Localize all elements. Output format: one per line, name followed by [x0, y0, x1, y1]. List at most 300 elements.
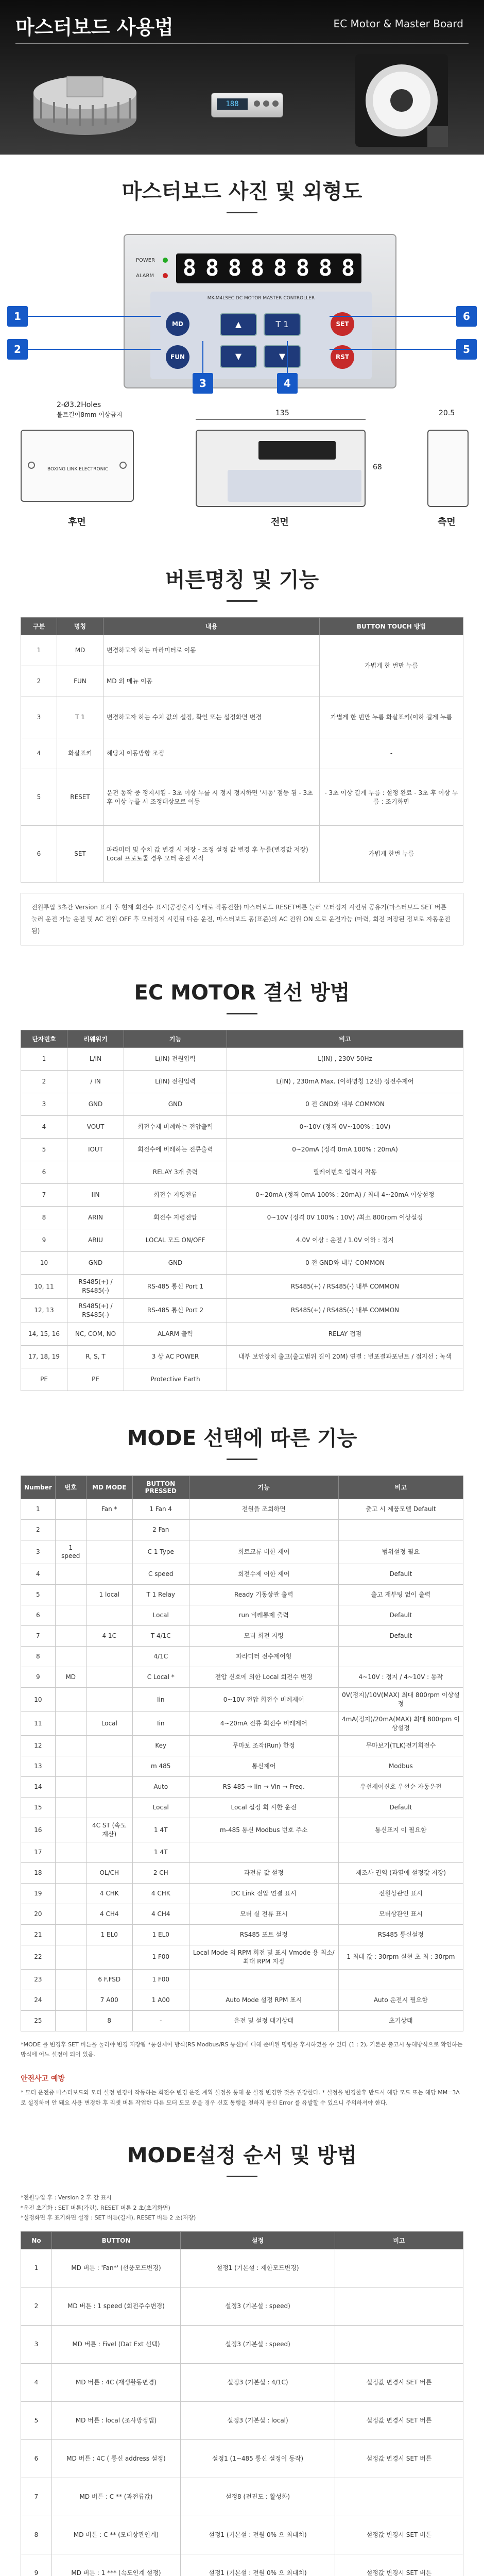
cell: 회전수 지령전압: [124, 1207, 227, 1229]
rear-brand: BOXING LINK ELECTRONIC: [47, 467, 109, 472]
rear-drawing: [21, 430, 134, 502]
column-header: 명칭: [57, 618, 103, 635]
cell: 변경하고자 하는 수치 값의 설정, 확인 또는 설정화면 변경: [103, 697, 320, 738]
cell: 1: [21, 1499, 56, 1519]
table-row: [21, 2010, 463, 2031]
table-row: [21, 1969, 463, 1990]
wiring-table-body: [21, 1048, 463, 1391]
cell: 파라미터 전수제어형: [189, 1647, 338, 1667]
cell: DC Link 전압 연결 표시: [189, 1883, 338, 1904]
table-row: [21, 1499, 463, 1519]
table-row: [21, 2249, 463, 2287]
cell: Protective Earth: [124, 1368, 227, 1391]
cell: [55, 1842, 86, 1862]
remote-button: [272, 100, 279, 107]
cell: 7: [21, 2478, 52, 2516]
table-row: [21, 826, 463, 883]
column-header: 기능: [124, 1030, 227, 1048]
cell: 5: [21, 1585, 56, 1605]
cell: 4~10V : 정지 / 4~10V : 동작: [338, 1667, 463, 1688]
cell: Iin: [132, 1711, 189, 1736]
column-header: 리웨워기: [67, 1030, 124, 1048]
table-row: [21, 1711, 463, 1736]
cell: 4C ST (속도 계산): [86, 1818, 132, 1842]
display-digit: 8: [228, 255, 242, 281]
bullet-item: *설정화면 후 표기화면 설정 : SET 버튼(길게), RESET 버튼 2 초(저장): [21, 2214, 196, 2222]
cell: 4 CH4: [132, 1904, 189, 1924]
section-title-wiring: EC MOTOR 결선 방법: [134, 981, 350, 1005]
column-header: BUTTON TOUCH 방법: [320, 618, 463, 635]
cell: [338, 1519, 463, 1540]
cell: RS485(+) / RS485(-) 내부 COMMON: [227, 1298, 463, 1323]
table-row: [21, 1161, 463, 1184]
cell: 2: [21, 2287, 52, 2326]
page-subtitle: EC Motor & Master Board: [333, 18, 463, 30]
side-drawing: [427, 430, 469, 507]
cell: LOCAL 모드 ON/OFF: [124, 1229, 227, 1252]
cell: 17: [21, 1842, 56, 1862]
cell: 2: [21, 1071, 67, 1093]
table-row: [21, 1605, 463, 1626]
cell: 3 상 AC POWER: [124, 1345, 227, 1368]
callout-4: 4: [277, 373, 298, 394]
table-row: [21, 2478, 463, 2516]
table-row: [21, 769, 463, 826]
cell: 10: [21, 1252, 67, 1275]
callout-6: 6: [456, 306, 477, 327]
cell: 8: [21, 1207, 67, 1229]
page-title: 마스터보드 사용법: [15, 16, 174, 39]
cell: MD: [55, 1667, 86, 1688]
table-row: [21, 2516, 463, 2554]
cell: 회로교류 비한 제어: [189, 1540, 338, 1564]
table-row: [21, 1345, 463, 1368]
callout-2: 2: [7, 339, 28, 360]
cell: / IN: [67, 1071, 124, 1093]
cell: -: [132, 2010, 189, 2031]
cell: Local: [132, 1605, 189, 1626]
cell: IIN: [67, 1184, 124, 1207]
table-row: [21, 1883, 463, 1904]
cell: 운전 동작 중 정지시킴 - 3초 이상 누를 시 정지 정지하면 '시동' 점등 됨 - 3초 후 이상 누를 시 조정대상모로 이동: [103, 769, 320, 826]
power-label: POWER: [136, 258, 155, 263]
cell: FUN: [57, 666, 103, 697]
cell: 6: [21, 1605, 56, 1626]
column-header: MD MODE: [86, 1476, 132, 1499]
cell: 운전 및 설정 대기상태: [189, 2010, 338, 2031]
cell: MD 버튼 : local (조사방정법): [52, 2402, 181, 2440]
table-row: [21, 1368, 463, 1391]
cell: [55, 1798, 86, 1818]
cell: 1 4T: [132, 1818, 189, 1842]
cell: Iin: [132, 1688, 189, 1712]
table-row: [21, 697, 463, 738]
cell: 회전수에 비례하는 전류출력: [124, 1139, 227, 1161]
cell: 무마보 조작(Run) 한정: [189, 1736, 338, 1756]
cell: [55, 1605, 86, 1626]
column-header: Number: [21, 1476, 56, 1499]
cell: 화살표키: [57, 738, 103, 769]
cell: 가볍게 한 번만 누름 화살표키(이하 길게 누름: [320, 697, 463, 738]
table-row: [21, 1540, 463, 1564]
cell: 4/1C: [132, 1647, 189, 1667]
cell: MD 버튼 : 4C ( 통신 address 설정): [52, 2440, 181, 2478]
depth-dimension: 20.5: [439, 409, 455, 417]
cell: RS-485 통신 Port 2: [124, 1298, 227, 1323]
cell: 설정3 (기본설 : speed): [181, 2287, 335, 2326]
cell: 3: [21, 2326, 52, 2364]
cell: 설정값 변경시 SET 버튼: [335, 2440, 463, 2478]
cell: 1 F00: [132, 1945, 189, 1969]
modes-footnotes: *MODE 를 변경후 SET 버튼을 눌러야 변경 저장됨 *통신제어 방식(RS Modbus/RS 통신)에 대해 준비된 명령을 후시하였을 수 있다 (1 : 2), 기본은 출고시 통해방식으로 확인하는 방식에 어느 설정이 되어 있음.: [21, 2041, 463, 2058]
cell: 3: [21, 1540, 56, 1564]
display-digit: 8: [182, 255, 197, 281]
cell: 출고 재부팅 없이 출력: [338, 1585, 463, 1605]
cell: GND: [124, 1252, 227, 1275]
cell: 무마보기(TLK)전기회전수: [338, 1736, 463, 1756]
cell: [55, 1883, 86, 1904]
cell: Modbus: [338, 1756, 463, 1777]
cell: 우선제어신호 우선순 자동운전: [338, 1777, 463, 1798]
cell: [55, 1756, 86, 1777]
cell: [86, 1798, 132, 1818]
display-digit: 8: [250, 255, 265, 281]
remote-screen: 188: [217, 98, 248, 110]
cell: [55, 1647, 86, 1667]
column-header: BUTTON: [52, 2232, 181, 2249]
set-button[interactable]: SET: [331, 312, 354, 336]
cell: 회전수제 비례하는 전압출력: [124, 1116, 227, 1139]
column-header: No: [21, 2232, 52, 2249]
table-row: [21, 1756, 463, 1777]
cell: [55, 1990, 86, 2010]
cell: 20: [21, 1904, 56, 1924]
cell: [55, 1862, 86, 1883]
setting-table: [21, 2231, 463, 2576]
cell: L/IN: [67, 1048, 124, 1071]
bullet-item: *전원투입 후 : Version 2 후 간 표시: [21, 2194, 112, 2201]
table-row: [21, 2326, 463, 2364]
cell: [55, 1499, 86, 1519]
cell: 1: [21, 2249, 52, 2287]
cell: Fan *: [86, 1499, 132, 1519]
cell: RS485 통신설정: [338, 1924, 463, 1945]
cell: 설정3 (기본설 : 4/1C): [181, 2364, 335, 2402]
cell: 1 A00: [132, 1990, 189, 2010]
cell: L(IN) 전원입력: [124, 1048, 227, 1071]
t1-button[interactable]: T 1: [264, 313, 301, 336]
cell: 4 CHK: [132, 1883, 189, 1904]
table-row: [21, 1298, 463, 1323]
table-row: [21, 1736, 463, 1756]
section-title-setting: MODE설정 순서 및 방법: [127, 2143, 357, 2167]
remote-controller-image: [211, 93, 283, 117]
buttons-table: [21, 617, 463, 883]
cell: 17, 18, 19: [21, 1345, 67, 1368]
table-row: [21, 1626, 463, 1647]
cell: 5: [21, 769, 57, 826]
cell: MD 버튼 : 4C (재생활동변경): [52, 2364, 181, 2402]
cell: [335, 2249, 463, 2287]
power-led: [163, 258, 168, 263]
cell: [86, 1756, 132, 1777]
column-header: 비고: [338, 1476, 463, 1499]
cell: MD 외 메뉴 이동: [103, 666, 320, 697]
table-row: [21, 1798, 463, 1818]
cell: 10, 11: [21, 1275, 67, 1299]
cell: Default: [338, 1626, 463, 1647]
cell: RS485(+) / RS485(-) 내부 COMMON: [227, 1275, 463, 1299]
cell: run 비례통제 출력: [189, 1605, 338, 1626]
keypad: [150, 292, 372, 379]
cell: RS-485 → Iin → Vin → Freq.: [189, 1777, 338, 1798]
cell: [55, 1777, 86, 1798]
cell: 4 CH4: [86, 1904, 132, 1924]
cell: 6: [21, 826, 57, 883]
cell: 5: [21, 2402, 52, 2440]
cell: MD 버튼 : C ** (과전류값): [52, 2478, 181, 2516]
cell: 14, 15, 16: [21, 1323, 67, 1345]
cell: Local: [86, 1711, 132, 1736]
cell: ARIU: [67, 1229, 124, 1252]
cell: RESET: [57, 769, 103, 826]
cell: 2: [21, 1519, 56, 1540]
cell: IOUT: [67, 1139, 124, 1161]
md-button[interactable]: MD: [166, 312, 189, 336]
cell: [55, 1585, 86, 1605]
callout-line: [287, 341, 288, 373]
table-row: [21, 1818, 463, 1842]
cell: [86, 1564, 132, 1585]
cell: Default: [338, 1564, 463, 1585]
setting-bullets: [21, 2193, 463, 2223]
model-text: MK-M4LSEC DC MOTOR MASTER CONTROLLER: [207, 296, 315, 301]
cell: Local Mode 의 RPM 회전 및 표시 Vmode 용 최소/최대 RPM 지정: [189, 1945, 338, 1969]
callout-line: [28, 349, 161, 350]
cell: 16: [21, 1818, 56, 1842]
cell: VOUT: [67, 1116, 124, 1139]
cell: 4: [21, 1564, 56, 1585]
cell: [67, 1161, 124, 1184]
fun-button[interactable]: FUN: [166, 345, 189, 369]
cell: 4: [21, 1116, 67, 1139]
cell: T 4/1C: [132, 1626, 189, 1647]
section-title-photo: 마스터보드 사진 및 외형도: [122, 180, 362, 204]
cell: 2: [21, 666, 57, 697]
cell: 1 speed: [55, 1540, 86, 1564]
cell: [55, 1924, 86, 1945]
cell: RS485(+) / RS485(-): [67, 1298, 124, 1323]
cell: MD 버튼 : 1 speed (회전주수변경): [52, 2287, 181, 2326]
cell: MD 버튼 : 1 *** (속도인계 설정): [52, 2554, 181, 2576]
callout-3: 3: [193, 373, 213, 394]
cell: Ready 기동상관 출력: [189, 1585, 338, 1605]
display-digit: 8: [273, 255, 287, 281]
cell: [55, 1519, 86, 1540]
cell: 0~10V (정격 0V~100% : 10V): [227, 1116, 463, 1139]
cell: 12: [21, 1736, 56, 1756]
hole-note: 2-Ø3.2Holes: [57, 401, 101, 409]
cell: 변경하고자 하는 파라미터로 이동: [103, 635, 320, 666]
cell: [86, 1736, 132, 1756]
cell: 1 Fan 4: [132, 1499, 189, 1519]
cell: [86, 1777, 132, 1798]
cell: Local: [132, 1798, 189, 1818]
cell: 7: [21, 1626, 56, 1647]
column-header: 단자번호: [21, 1030, 67, 1048]
table-row: [21, 2554, 463, 2576]
cell: 과전류 값 설정: [189, 1862, 338, 1883]
cell: 7: [21, 1184, 67, 1207]
cell: 6: [21, 2440, 52, 2478]
ec-motor-image: [31, 62, 139, 139]
cell: T 1: [57, 697, 103, 738]
caption-side: 측면: [438, 517, 456, 528]
cell: 1: [21, 635, 57, 666]
remote-button: [254, 100, 260, 107]
cell: 설정3 (기본설 : speed): [181, 2326, 335, 2364]
cell: Key: [132, 1736, 189, 1756]
cell: [338, 1647, 463, 1667]
cell: 해당치 이동방향 조정: [103, 738, 320, 769]
cell: 설정1 (기본설 : 전원 0% 으 최대치): [181, 2516, 335, 2554]
dimension-line: [196, 419, 366, 420]
table-header-row: [21, 1476, 463, 1499]
cell: 0~20mA (정격 0mA 100% : 20mA): [227, 1139, 463, 1161]
cell: 4~20mA 전류 회전수 비례제어: [189, 1711, 338, 1736]
down-button[interactable]: ▼: [220, 345, 257, 368]
table-row: [21, 1048, 463, 1071]
cell: 11: [21, 1711, 56, 1736]
cell: 1 EL0: [132, 1924, 189, 1945]
cell: 1 최대 값 : 30rpm 실현 초 최 : 30rpm: [338, 1945, 463, 1969]
cell: 22: [21, 1945, 56, 1969]
cell: 25: [21, 2010, 56, 2031]
cell: 전원을 조회하면: [189, 1499, 338, 1519]
column-header: 비고: [335, 2232, 463, 2249]
cell: R, S, T: [67, 1345, 124, 1368]
cell: [335, 2326, 463, 2364]
alarm-label: ALARM: [136, 273, 154, 279]
cell: 회전수 지령전류: [124, 1184, 227, 1207]
cell: L(IN) 전원입력: [124, 1071, 227, 1093]
callout-line: [330, 349, 456, 350]
cell: 설정1 (1~485 통신 설정이 동작): [181, 2440, 335, 2478]
callout-line: [28, 316, 161, 317]
cell: 파라미터 및 수치 값 변경 시 저장 - 조정 설정 값 변경 후 누름(변경값 저장) Local 프로토콜 경우 모터 운전 시작: [103, 826, 320, 883]
callout-5: 5: [456, 339, 477, 360]
cell: 4 CHK: [86, 1883, 132, 1904]
cell: Auto Mode 설정 RPM 표시: [189, 1990, 338, 2010]
table-header-row: [21, 618, 463, 635]
cell: GND: [67, 1093, 124, 1116]
display-digit: 8: [318, 255, 333, 281]
reset-button[interactable]: RST: [331, 345, 354, 369]
cell: Default: [338, 1798, 463, 1818]
cell: 릴레이번호 입력시 작동: [227, 1161, 463, 1184]
dimension-drawings: [0, 399, 484, 543]
section-title-modes: MODE 선택에 따른 기능: [127, 1426, 357, 1450]
table-row: [21, 2287, 463, 2326]
table-row: [21, 1139, 463, 1161]
cell: PE: [21, 1368, 67, 1391]
master-board: [124, 234, 396, 388]
cell: 9: [21, 1229, 67, 1252]
cell: 설정8 (전진도 : 활성화): [181, 2478, 335, 2516]
cell: 8: [21, 1647, 56, 1667]
table-header-row: [21, 1030, 463, 1048]
table-header-row: [21, 2232, 463, 2249]
table-row: [21, 1275, 463, 1299]
cell: 모터상관인 표시: [338, 1904, 463, 1924]
cell: 4.0V 이상 : 운전 / 1.0V 이하 : 정지: [227, 1229, 463, 1252]
section-title-buttons: 버튼명칭 및 기능: [165, 568, 319, 592]
cell: 9: [21, 1667, 56, 1688]
cell: 0 전 GND와 내부 COMMON: [227, 1252, 463, 1275]
cell: 모터 실 전류 표시: [189, 1904, 338, 1924]
cell: RELAY 접점: [227, 1323, 463, 1345]
cell: 회전수제 어한 제어: [189, 1564, 338, 1585]
display-digit: 8: [341, 255, 355, 281]
cell: 2 Fan: [132, 1519, 189, 1540]
cell: Auto 운전시 필요함: [338, 1990, 463, 2010]
cell: 4: [21, 2364, 52, 2402]
column-header: BUTTON PRESSED: [132, 1476, 189, 1499]
column-header: 비고: [227, 1030, 463, 1048]
cell: 12, 13: [21, 1298, 67, 1323]
table-row: [21, 1842, 463, 1862]
divider: [227, 2176, 257, 2177]
table-row: [21, 1323, 463, 1345]
seven-segment-display: [176, 253, 361, 283]
cell: [86, 1519, 132, 1540]
cell: 전원상관인 표시: [338, 1883, 463, 1904]
column-header: 구분: [21, 618, 57, 635]
cell: L(IN) , 230mA Max. (이하명칭 12선) 정전수제어: [227, 1071, 463, 1093]
cell: GND: [67, 1252, 124, 1275]
cell: 8: [86, 2010, 132, 2031]
cell: MD: [57, 635, 103, 666]
divider: [15, 43, 469, 44]
table-row: [21, 738, 463, 769]
table-row: [21, 1519, 463, 1540]
table-row: [21, 1647, 463, 1667]
cell: 초기상태: [338, 2010, 463, 2031]
cell: 18: [21, 1862, 56, 1883]
down-button-2[interactable]: ▼: [264, 345, 301, 368]
hole-note-2: 볼트길이8mm 이상금지: [57, 411, 123, 418]
cell: RS-485 통신 Port 1: [124, 1275, 227, 1299]
cell: RS485 포트 설정: [189, 1924, 338, 1945]
up-button[interactable]: ▲: [220, 313, 257, 336]
bullet-item: *운전 초기화 : SET 버튼(가린), RESET 버튼 2 초(초기화면): [21, 2204, 170, 2211]
divider: [227, 1459, 257, 1460]
cell: 5: [21, 1139, 67, 1161]
cell: 8: [21, 2516, 52, 2554]
cell: m 485: [132, 1756, 189, 1777]
cell: [55, 1945, 86, 1969]
remote-button: [263, 100, 269, 107]
cell: 설정값 변경시 SET 버튼: [335, 2554, 463, 2576]
cell: 4: [21, 738, 57, 769]
column-header: 번호: [55, 1476, 86, 1499]
cell: 1 local: [86, 1585, 132, 1605]
cell: 전압 신호에 의한 Local 회전수 변경: [189, 1667, 338, 1688]
cell: 7 A00: [86, 1990, 132, 2010]
table-row: [21, 1093, 463, 1116]
cell: 3: [21, 1093, 67, 1116]
cell: 모터 회전 지령: [189, 1626, 338, 1647]
